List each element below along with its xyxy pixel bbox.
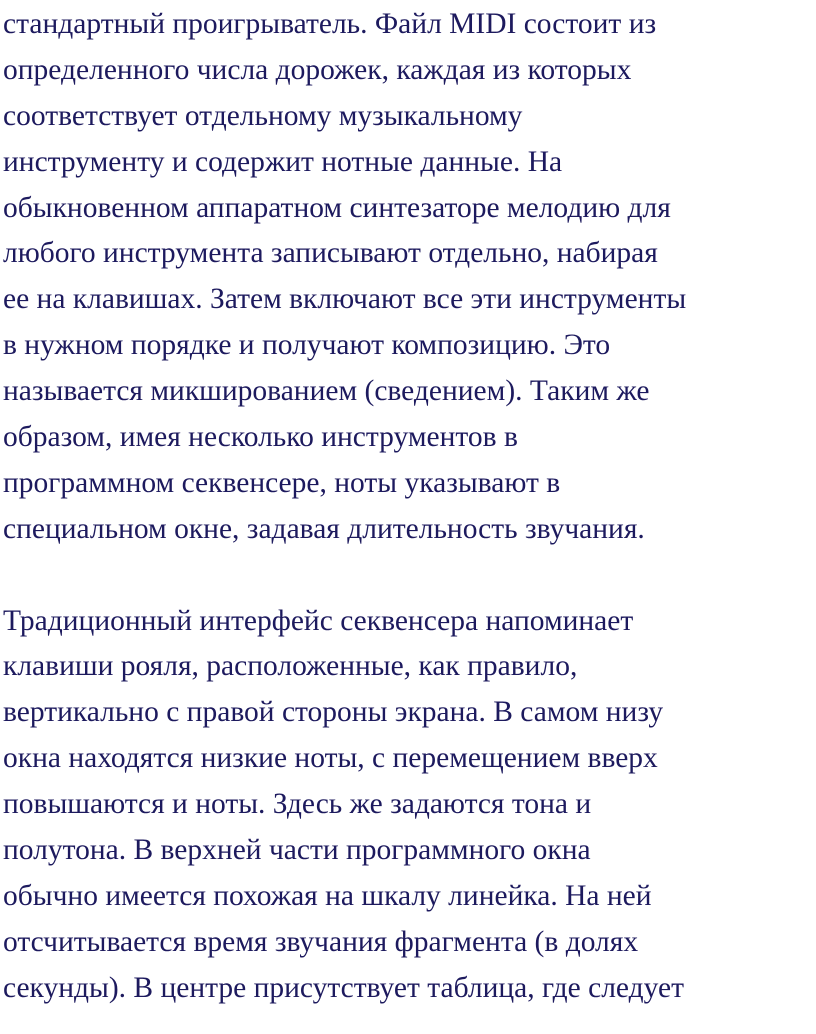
text-line: вертикально с правой стороны экрана. В самом низу <box>3 696 664 729</box>
text-line: специальном окне, задавая длительность звучания. <box>3 512 645 545</box>
text-line: соответствует отдельному музыкальному <box>3 99 523 132</box>
text-line: определенного числа дорожек, каждая из которых <box>3 53 632 86</box>
text-line: инструменту и содержит нотные данные. На <box>3 145 563 178</box>
text-line: образом, имея несколько инструментов в <box>3 421 518 454</box>
text-line: программном секвенсере, ноты указывают в <box>3 466 561 499</box>
text-line: секунды). В центре присутствует таблица, где следует <box>3 971 684 1004</box>
text-line: называется микшированием (сведением). Таким же <box>3 375 650 408</box>
text-line: повышаются и ноты. Здесь же задаются тона и <box>3 788 592 821</box>
paragraph-2 <box>3 599 813 1012</box>
text-line: Традиционный интерфейс секвенсера напоминает <box>3 604 634 637</box>
paragraph-1 <box>3 2 813 553</box>
text-line: ее на клавишах. Затем включают все эти инструменты <box>3 283 687 316</box>
text-line: стандартный проигрыватель. Файл MIDI состоит из <box>3 8 657 40</box>
text-line: любого инструмента записывают отдельно, набирая <box>3 237 658 270</box>
text-line: обыкновенном аппаратном синтезаторе мелодию для <box>3 191 671 224</box>
text-line: полутона. В верхней части программного окна <box>3 834 591 867</box>
text-line: в нужном порядке и получают композицию. Это <box>3 329 611 362</box>
text-line: обычно имеется похожая на шкалу линейка. На ней <box>3 879 652 912</box>
text-line: окна находятся низкие ноты, с перемещением вверх <box>3 742 658 775</box>
text-line: отсчитывается время звучания фрагмента (в долях <box>3 925 639 958</box>
text-line: клавиши рояля, расположенные, как правило, <box>3 650 578 683</box>
document-page <box>3 2 813 1012</box>
paragraph-spacer <box>3 553 813 599</box>
